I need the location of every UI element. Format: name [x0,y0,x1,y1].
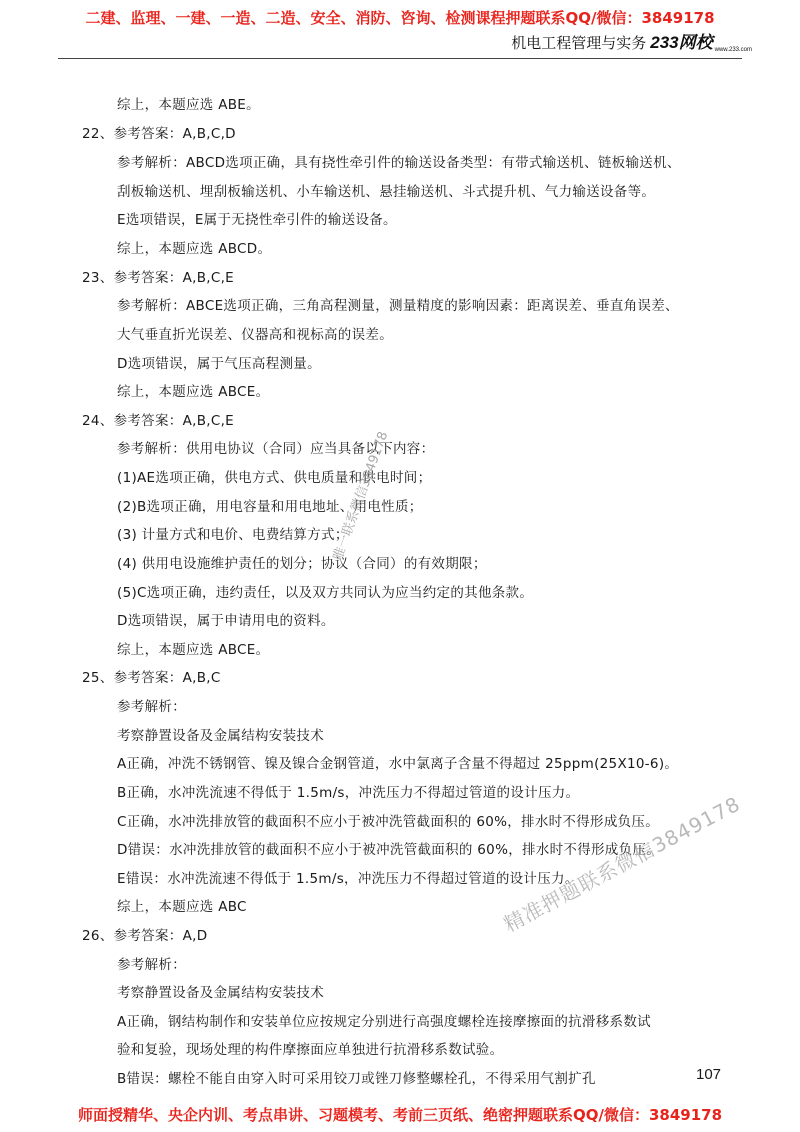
question-heading: 25、参考答案：A,B,C [82,670,221,686]
text-line: 参考解析：供用电协议（合同）应当具备以下内容： [117,441,435,457]
text-line: 验和复验，现场处理的构件摩擦面应单独进行抗滑移系数试验。 [117,1042,504,1058]
text-line: 综上，本题应选 ABC [117,899,247,915]
text-line: B正确，水冲洗流速不得低于 1.5m/s，冲洗压力不得超过管道的设计压力。 [117,785,580,801]
text-line: 参考解析： [117,957,186,973]
text-line: 考察静置设备及金属结构安装技术 [117,728,324,744]
question-heading: 24、参考答案：A,B,C,E [82,413,235,429]
text-line: 刮板输送机、埋刮板输送机、小车输送机、悬挂输送机、斗式提升机、气力输送设备等。 [117,184,656,200]
text-line: 综上，本题应选 ABCD。 [117,241,272,257]
brand-logo-url: www.233.com [714,47,752,53]
text-line: 综上，本题应选 ABE。 [117,97,260,113]
brand-logo [650,33,752,52]
brand-logo-text: 233网校 [650,33,713,52]
text-line: 综上，本题应选 ABCE。 [117,642,270,658]
text-line: 考察静置设备及金属结构安装技术 [117,985,324,1001]
text-line: 大气垂直折光误差、仪器高和视标高的误差。 [117,327,393,343]
text-line: 综上，本题应选 ABCE。 [117,384,270,400]
watermark-large: 精准押题联系微信3849178 [499,791,745,937]
bottom-promo-banner: 师面授精华、央企内训、考点串讲、习题模考、考前三页纸、绝密押题联系QQ/微信：3849178 [77,1106,723,1124]
text-line: (3) 计量方式和电价、电费结算方式； [117,527,349,543]
text-line: D选项错误，属于气压高程测量。 [117,356,321,372]
text-line: A正确，冲洗不锈钢管、镍及镍合金钢管道，水中氯离子含量不得超过 25ppm(25X10-6)。 [117,756,679,772]
text-line: (4) 供用电设施维护责任的划分；协议（合同）的有效期限； [117,556,487,572]
text-line: 参考解析： [117,699,186,715]
text-line: (1)AE选项正确，供电方式、供电质量和供电时间； [117,470,432,486]
text-line: E错误：水冲洗流速不得低于 1.5m/s，冲洗压力不得超过管道的设计压力。 [117,871,579,887]
text-line: D选项错误，属于申请用电的资料。 [117,613,335,629]
watermark-small: 唯一联系微信3849178 [330,429,392,563]
question-heading: 22、参考答案：A,B,C,D [82,126,236,142]
text-line: 参考解析：ABCD选项正确，具有挠性牵引件的输送设备类型：有带式输送机、链板输送机、 [117,155,681,171]
question-heading: 23、参考答案：A,B,C,E [82,270,235,286]
text-line: (5)C选项正确，违约责任，以及双方共同认为应当约定的其他条款。 [117,585,534,601]
top-promo-banner: 二建、监理、一建、一造、二造、安全、消防、咨询、检测课程押题联系QQ/微信：3849178 [85,9,715,27]
page-number: 107 [696,1066,722,1083]
question-heading: 26、参考答案：A,D [82,928,208,944]
header-title: 机电工程管理与实务 [511,34,647,52]
text-line: D错误：水冲洗排放管的截面积不应小于被冲洗管截面积的 60%，排水时不得形成负压。 [117,842,660,858]
header-divider [58,58,742,59]
text-line: C正确，水冲洗排放管的截面积不应小于被冲洗管截面积的 60%，排水时不得形成负压。 [117,814,660,830]
text-line: A正确，钢结构制作和安装单位应按规定分别进行高强度螺栓连接摩擦面的抗滑移系数试 [117,1014,651,1030]
text-line: B错误：螺栓不能自由穿入时可采用铰刀或锉刀修整螺栓孔，不得采用气割扩孔 [117,1071,596,1087]
text-line: 参考解析：ABCE选项正确，三角高程测量，测量精度的影响因素：距离误差、垂直角误差、 [117,298,679,314]
text-line: (2)B选项正确，用电容量和用电地址、用电性质； [117,499,423,515]
document-header [511,28,752,53]
text-line: E选项错误，E属于无挠性牵引件的输送设备。 [117,212,397,228]
